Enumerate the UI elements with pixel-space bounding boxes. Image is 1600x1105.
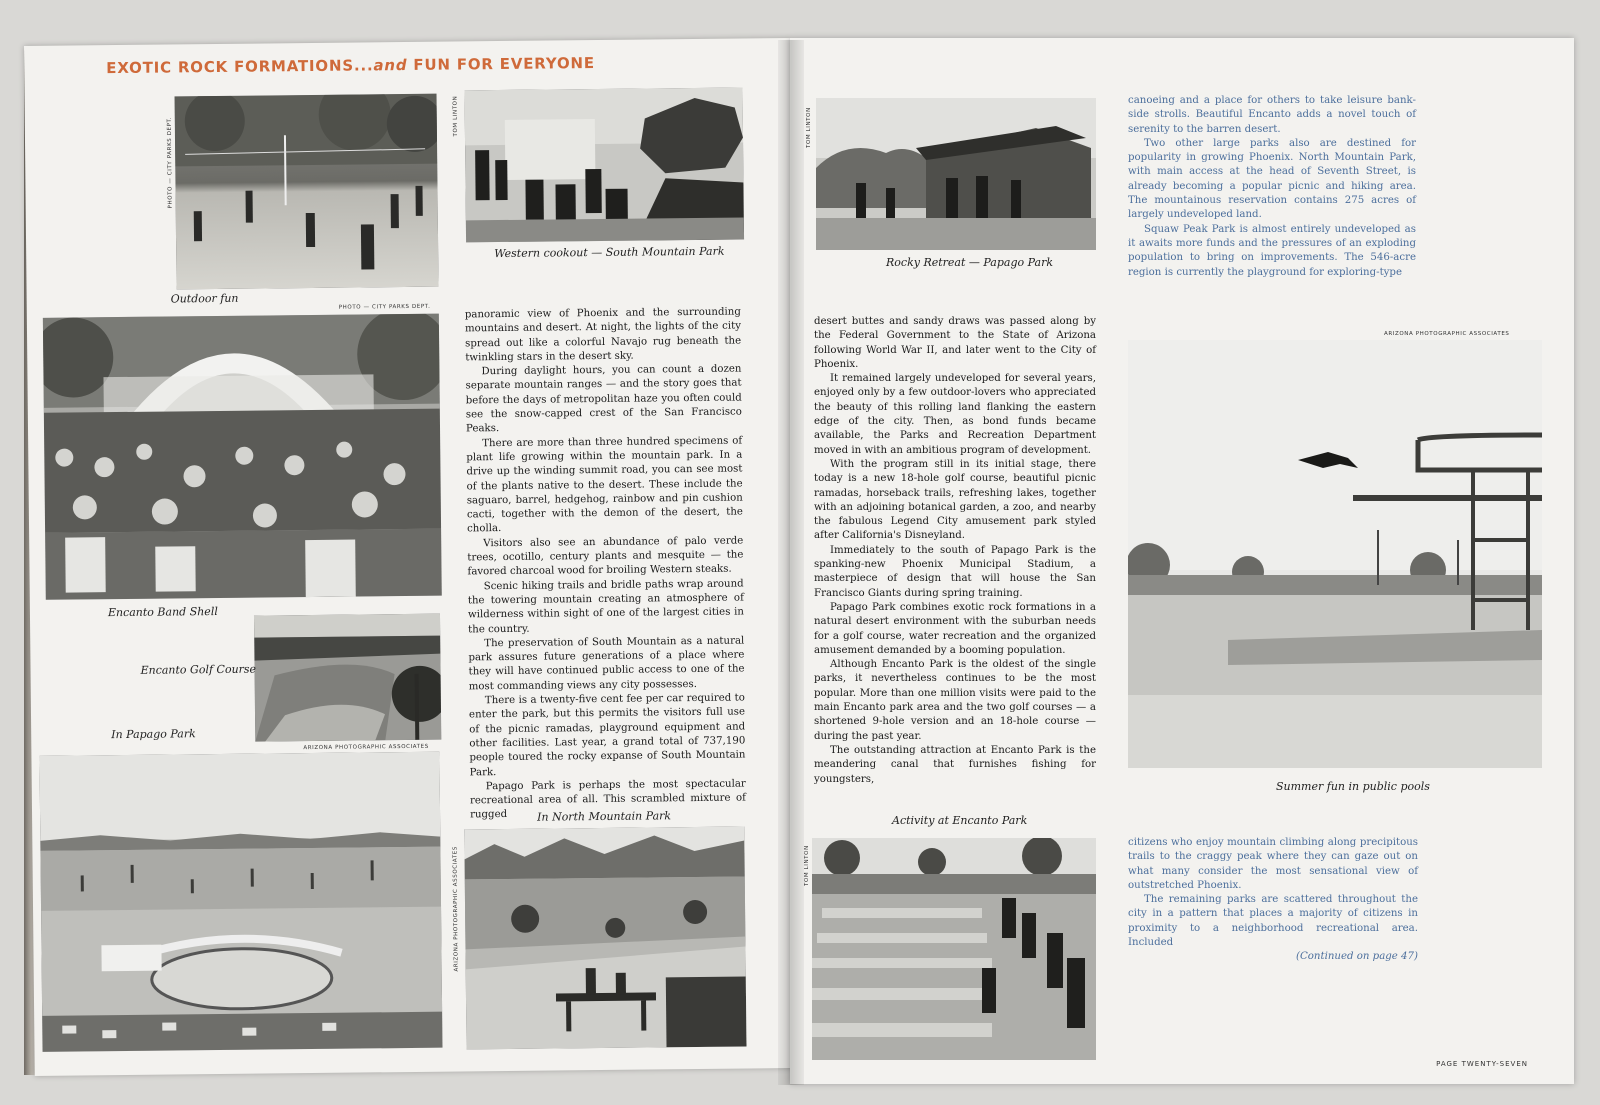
photo-north-mountain [464,827,746,1050]
text-column-4 [1128,836,1418,965]
paragraph: citizens who enjoy mountain climbing along precipitous trails to the craggy peak where they can gaze out on what many consider the most sensational view of outstretched Phoenix. [1128,837,1418,891]
left-page [24,38,801,1076]
caption-outdoor-fun: Outdoor fun [170,291,239,306]
credit-city-parks: PHOTO — CITY PARKS DEPT. [338,303,431,311]
text-column-1 [465,306,746,824]
credit-tom-linton: TOM LINTON [452,95,459,137]
paragraph: Visitors also see an abundance of palo verde trees, ocotillo, century plants and mesquite — the favored charcoal wood for broiling Western steaks. [467,535,744,578]
page-folio: PAGE TWENTY-SEVEN [1436,1060,1528,1068]
headline-fun: FUN FOR EVERYONE [413,54,595,74]
paragraph: Although Encanto Park is the oldest of the single parks, it nevertheless continues to be the most popular. More than one million visits were paid to the main Encanto park area and the two golf courses — a shortened 9-hole version and an 18-hole course — during the past year. [814,659,1096,742]
paragraph: With the program still in its initial stage, there today is a new 18-hole golf course, beautiful picnic ramadas, horseback trails, refreshing lakes, together with an adjoining botanical garden, a zoo, and nearby the fabulous Legend City amusement park styled after California's Disneyland. [814,458,1096,542]
caption-rocky-retreat: Rocky Retreat — Papago Park [886,256,1054,269]
photo-rocky-retreat [816,98,1096,250]
paragraph: During daylight hours, you can count a dozen separate mountain ranges — and the story goes that before the days of metropolitan haze you often could see the snow-capped crest of the San Francisco Peaks. [465,363,742,435]
text-column-3 [1128,94,1416,280]
credit-arizona-pool: ARIZONA PHOTOGRAPHIC ASSOCIATES [1384,331,1510,337]
photo-western-cookout [464,87,744,242]
credit-arizona-golf: ARIZONA PHOTOGRAPHIC ASSOCIATES [303,743,429,752]
paragraph: The preservation of South Mountain as a natural park assures future generations of a place where they will have continued public access to one of the most commanding views any city possesses. [468,635,745,693]
caption-golf-course: Encanto Golf Course [140,662,257,677]
caption-activity-encanto: Activity at Encanto Park [892,814,1028,827]
page-headline [106,54,595,77]
credit-city-parks-vertical: PHOTO — CITY PARKS DEPT. [166,116,174,209]
photo-summer-pool [1128,340,1542,768]
caption-band-shell: Encanto Band Shell [107,605,218,620]
paragraph: Two other large parks also are destined for popularity in growing Phoenix. North Mountain Park, with main access at the head of Seventh Street, is already becoming a popular picnic and hiking area. The mountainous reservation contains 275 acres of largely undeveloped land. [1128,137,1416,221]
continued-note: (Continued on page 47) [1296,951,1418,963]
caption-north-mountain: In North Mountain Park [537,809,672,824]
paragraph: Papago Park combines exotic rock formations in a natural desert environment with the suburban needs for a golf course, water recreation and the organized amusement demanded by a booming population. [814,601,1096,656]
caption-western-cookout: Western cookout — South Mountain Park [494,244,725,261]
paragraph: desert buttes and sandy draws was passed along by the Federal Government to the State of Arizona following World War II, and later went to the City of Phoenix. [814,316,1096,370]
right-page [790,38,1574,1084]
paragraph: Papago Park is perhaps the most spectacular recreational area of all. This scrambled mixture of rugged [469,778,746,821]
credit-tom-linton-shuffle: TOM LINTON [804,845,810,886]
caption-papago: In Papago Park [111,727,196,742]
book-gutter [778,40,804,1085]
paragraph: Scenic hiking trails and bridle paths wrap around the towering mountain creating an atmosphere of wilderness within sight of one of the largest cities in the country. [467,578,745,635]
credit-arizona-north: ARIZONA PHOTOGRAPHIC ASSOCIATES [452,846,460,972]
paragraph: panoramic view of Phoenix and the surrounding mountains and desert. At night, the lights of the city spread out like a colorful Navajo rug beneath the twinkling stars in the desert sky. [464,306,742,364]
paragraph: There is a twenty-five cent fee per car required to enter the park, but this permits the visitors full use of the picnic ramadas, playground equipment and other facilities. Last year, a grand total of 737,190 people toured the rocky expanse of South Mountain Park. [468,692,746,778]
photo-activity-encanto [812,838,1096,1060]
paragraph: Squaw Peak Park is almost entirely undeveloped as it awaits more funds and the pressures of an exploding population to bring on improvements. The 546-acre region is currently the playground for exploring-type [1128,223,1416,278]
paragraph: canoeing and a place for others to take leisure bank-side strolls. Beautiful Encanto adds a novel touch of serenity to the barren desert. [1128,95,1416,135]
photo-outdoor-fun [175,94,439,290]
headline-and: and [373,55,408,75]
paragraph: The outstanding attraction at Encanto Park is the meandering canal that furnishes fishing for youngsters, [814,744,1096,785]
paragraph: Immediately to the south of Papago Park is the spanking-new Phoenix Municipal Stadium, a masterpiece of design that will house the San Francisco Giants during spring training. [814,544,1096,599]
paragraph: It remained largely undeveloped for several years, enjoyed only by a few outdoor-lovers who appreciated the beauty of this rolling land flanking the eastern edge of the city. Then, as bond funds became available, the Parks and Recreation Department moved in with an ambitious program of development. [814,373,1096,456]
photo-encanto-band-shell [43,314,442,600]
photo-papago-aerial [39,752,442,1052]
photo-encanto-golf [254,614,441,742]
paragraph: There are more than three hundred specimens of plant life growing within the mountain park. In a drive up the winding summit road, you can see most of the plants native to the desert. These include the saguaro, barrel, hedgehog, rainbow and pin cushion cacti, together with the demon of the desert, the cholla. [466,435,743,535]
headline-ellipsis: ... [353,56,374,75]
credit-tom-linton-rocky: TOM LINTON [806,107,812,148]
headline-main: EXOTIC ROCK FORMATIONS [106,56,354,78]
paragraph: The remaining parks are scattered throughout the city in a pattern that places a majority of citizens in proximity to a neighborhood recreational area. Included [1128,894,1418,949]
caption-summer-fun: Summer fun in public pools [1276,780,1430,793]
text-column-2 [814,315,1096,787]
